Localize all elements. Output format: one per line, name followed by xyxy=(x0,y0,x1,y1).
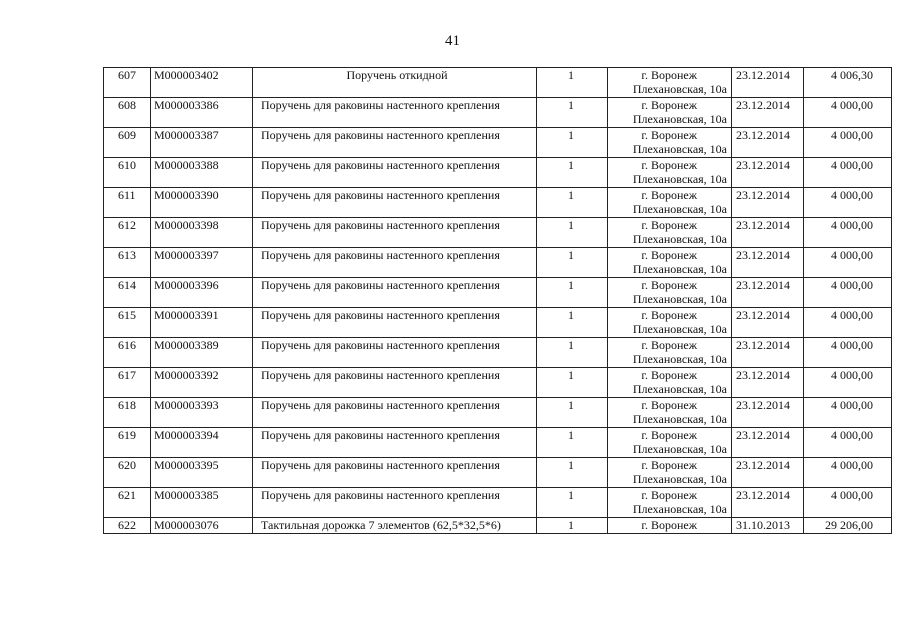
item-name-cell: Тактильная дорожка 7 элементов (62,5*32,5*6) xyxy=(253,518,537,534)
row-number-cell: 613 xyxy=(104,248,151,278)
location-cell xyxy=(608,398,732,428)
item-name-cell: Поручень для раковины настенного крепления xyxy=(253,398,537,428)
table-row xyxy=(104,68,892,98)
page-number: 41 xyxy=(445,33,460,49)
location-cell xyxy=(608,518,732,534)
location-city: г. Воронеж xyxy=(641,428,697,442)
item-name-cell: Поручень для раковины настенного крепления xyxy=(253,458,537,488)
location-cell xyxy=(608,338,732,368)
item-name-cell: Поручень для раковины настенного крепления xyxy=(253,338,537,368)
location-cell xyxy=(608,158,732,188)
location-street: Плехановская, 10а xyxy=(632,322,727,336)
item-name-cell: Поручень для раковины настенного крепления xyxy=(253,218,537,248)
location-city: г. Воронеж xyxy=(641,368,697,382)
date-cell: 23.12.2014 xyxy=(732,368,804,398)
amount-cell: 4 000,00 xyxy=(804,158,892,188)
date-cell: 23.12.2014 xyxy=(732,128,804,158)
amount-cell: 4 000,00 xyxy=(804,338,892,368)
inventory-code-cell: М000003385 xyxy=(151,488,253,518)
amount-cell: 4 000,00 xyxy=(804,188,892,218)
date-cell: 23.12.2014 xyxy=(732,278,804,308)
amount-cell: 4 000,00 xyxy=(804,98,892,128)
row-number-cell: 617 xyxy=(104,368,151,398)
location-city: г. Воронеж xyxy=(641,488,697,502)
location-city: г. Воронеж xyxy=(641,128,697,142)
row-number-cell: 616 xyxy=(104,338,151,368)
location-cell xyxy=(608,218,732,248)
row-number-cell: 618 xyxy=(104,398,151,428)
quantity-cell: 1 xyxy=(537,278,608,308)
table-row xyxy=(104,218,892,248)
item-name-cell: Поручень для раковины настенного крепления xyxy=(253,368,537,398)
table-row xyxy=(104,98,892,128)
location-street: Плехановская, 10а xyxy=(632,172,727,186)
row-number-cell: 608 xyxy=(104,98,151,128)
table-row xyxy=(104,338,892,368)
location-street: Плехановская, 10а xyxy=(632,382,727,396)
amount-cell: 4 000,00 xyxy=(804,458,892,488)
inventory-code-cell: М000003395 xyxy=(151,458,253,488)
item-name-cell: Поручень для раковины настенного крепления xyxy=(253,278,537,308)
date-cell: 23.12.2014 xyxy=(732,218,804,248)
table-row xyxy=(104,518,892,534)
quantity-cell: 1 xyxy=(537,158,608,188)
quantity-cell: 1 xyxy=(537,68,608,98)
inventory-code-cell: М000003388 xyxy=(151,158,253,188)
location-street: Плехановская, 10а xyxy=(632,82,727,96)
location-city: г. Воронеж xyxy=(641,458,697,472)
location-city: г. Воронеж xyxy=(641,218,697,232)
row-number-cell: 622 xyxy=(104,518,151,534)
table-row xyxy=(104,368,892,398)
inventory-code-cell: М000003390 xyxy=(151,188,253,218)
row-number-cell: 615 xyxy=(104,308,151,338)
quantity-cell: 1 xyxy=(537,458,608,488)
table-row xyxy=(104,488,892,518)
location-street: Плехановская, 10а xyxy=(632,142,727,156)
date-cell: 23.12.2014 xyxy=(732,68,804,98)
location-city: г. Воронеж xyxy=(641,158,697,172)
amount-cell: 4 000,00 xyxy=(804,218,892,248)
table-row xyxy=(104,158,892,188)
date-cell: 23.12.2014 xyxy=(732,98,804,128)
location-street: Плехановская, 10а xyxy=(632,412,727,426)
location-street: Плехановская, 10а xyxy=(632,232,727,246)
inventory-code-cell: М000003392 xyxy=(151,368,253,398)
location-cell xyxy=(608,488,732,518)
row-number-cell: 621 xyxy=(104,488,151,518)
table-row xyxy=(104,278,892,308)
quantity-cell: 1 xyxy=(537,248,608,278)
quantity-cell: 1 xyxy=(537,398,608,428)
amount-cell: 4 000,00 xyxy=(804,308,892,338)
table-row xyxy=(104,188,892,218)
row-number-cell: 619 xyxy=(104,428,151,458)
date-cell: 23.12.2014 xyxy=(732,428,804,458)
row-number-cell: 610 xyxy=(104,158,151,188)
item-name-cell: Поручень для раковины настенного крепления xyxy=(253,248,537,278)
inventory-table xyxy=(103,67,892,534)
inventory-code-cell: М000003396 xyxy=(151,278,253,308)
table-row xyxy=(104,248,892,278)
location-street: Плехановская, 10а xyxy=(632,262,727,276)
date-cell: 23.12.2014 xyxy=(732,488,804,518)
amount-cell: 4 000,00 xyxy=(804,398,892,428)
table-row xyxy=(104,458,892,488)
location-street: Плехановская, 10а xyxy=(632,202,727,216)
location-cell xyxy=(608,428,732,458)
amount-cell: 4 000,00 xyxy=(804,488,892,518)
inventory-code-cell: М000003402 xyxy=(151,68,253,98)
quantity-cell: 1 xyxy=(537,488,608,518)
date-cell: 23.12.2014 xyxy=(732,398,804,428)
location-street: Плехановская, 10а xyxy=(632,472,727,486)
location-city: г. Воронеж xyxy=(641,248,697,262)
inventory-code-cell: М000003387 xyxy=(151,128,253,158)
amount-cell: 4 000,00 xyxy=(804,278,892,308)
date-cell: 23.12.2014 xyxy=(732,308,804,338)
location-city: г. Воронеж xyxy=(641,308,697,322)
quantity-cell: 1 xyxy=(537,338,608,368)
amount-cell: 4 000,00 xyxy=(804,368,892,398)
quantity-cell: 1 xyxy=(537,518,608,534)
row-number-cell: 609 xyxy=(104,128,151,158)
location-city: г. Воронеж xyxy=(641,398,697,412)
inventory-code-cell: М000003386 xyxy=(151,98,253,128)
location-street: Плехановская, 10а xyxy=(632,352,727,366)
table-row xyxy=(104,128,892,158)
location-cell xyxy=(608,188,732,218)
location-cell xyxy=(608,68,732,98)
quantity-cell: 1 xyxy=(537,428,608,458)
item-name-cell: Поручень для раковины настенного крепления xyxy=(253,158,537,188)
location-street: Плехановская, 10а xyxy=(632,112,727,126)
row-number-cell: 611 xyxy=(104,188,151,218)
table-row xyxy=(104,398,892,428)
item-name-cell: Поручень для раковины настенного крепления xyxy=(253,98,537,128)
location-cell xyxy=(608,458,732,488)
location-city: г. Воронеж xyxy=(641,68,697,82)
quantity-cell: 1 xyxy=(537,188,608,218)
location-street: Плехановская, 10а xyxy=(632,442,727,456)
location-city: г. Воронеж xyxy=(641,278,697,292)
row-number-cell: 612 xyxy=(104,218,151,248)
location-cell xyxy=(608,248,732,278)
location-cell xyxy=(608,128,732,158)
inventory-code-cell: М000003394 xyxy=(151,428,253,458)
item-name-cell: Поручень для раковины настенного крепления xyxy=(253,488,537,518)
item-name-cell: Поручень откидной xyxy=(253,68,537,98)
row-number-cell: 614 xyxy=(104,278,151,308)
inventory-code-cell: М000003398 xyxy=(151,218,253,248)
date-cell: 31.10.2013 xyxy=(732,518,804,534)
inventory-code-cell: М000003389 xyxy=(151,338,253,368)
quantity-cell: 1 xyxy=(537,128,608,158)
date-cell: 23.12.2014 xyxy=(732,248,804,278)
date-cell: 23.12.2014 xyxy=(732,158,804,188)
date-cell: 23.12.2014 xyxy=(732,458,804,488)
quantity-cell: 1 xyxy=(537,218,608,248)
quantity-cell: 1 xyxy=(537,98,608,128)
row-number-cell: 607 xyxy=(104,68,151,98)
inventory-code-cell: М000003391 xyxy=(151,308,253,338)
inventory-code-cell: М000003076 xyxy=(151,518,253,534)
item-name-cell: Поручень для раковины настенного крепления xyxy=(253,428,537,458)
quantity-cell: 1 xyxy=(537,308,608,338)
amount-cell: 4 000,00 xyxy=(804,128,892,158)
amount-cell: 29 206,00 xyxy=(804,518,892,534)
location-city: г. Воронеж xyxy=(641,188,697,202)
location-cell xyxy=(608,368,732,398)
table-row xyxy=(104,428,892,458)
amount-cell: 4 006,30 xyxy=(804,68,892,98)
amount-cell: 4 000,00 xyxy=(804,428,892,458)
location-cell xyxy=(608,308,732,338)
item-name-cell: Поручень для раковины настенного крепления xyxy=(253,188,537,218)
location-street: Плехановская, 10а xyxy=(632,292,727,306)
location-city: г. Воронеж xyxy=(641,98,697,112)
location-street: Плехановская, 10а xyxy=(632,502,727,516)
inventory-code-cell: М000003393 xyxy=(151,398,253,428)
table-row xyxy=(104,308,892,338)
item-name-cell: Поручень для раковины настенного крепления xyxy=(253,128,537,158)
location-city: г. Воронеж xyxy=(641,518,697,532)
location-city: г. Воронеж xyxy=(641,338,697,352)
amount-cell: 4 000,00 xyxy=(804,248,892,278)
inventory-code-cell: М000003397 xyxy=(151,248,253,278)
location-cell xyxy=(608,98,732,128)
item-name-cell: Поручень для раковины настенного крепления xyxy=(253,308,537,338)
date-cell: 23.12.2014 xyxy=(732,338,804,368)
quantity-cell: 1 xyxy=(537,368,608,398)
row-number-cell: 620 xyxy=(104,458,151,488)
date-cell: 23.12.2014 xyxy=(732,188,804,218)
location-cell xyxy=(608,278,732,308)
inventory-rows xyxy=(104,68,892,534)
